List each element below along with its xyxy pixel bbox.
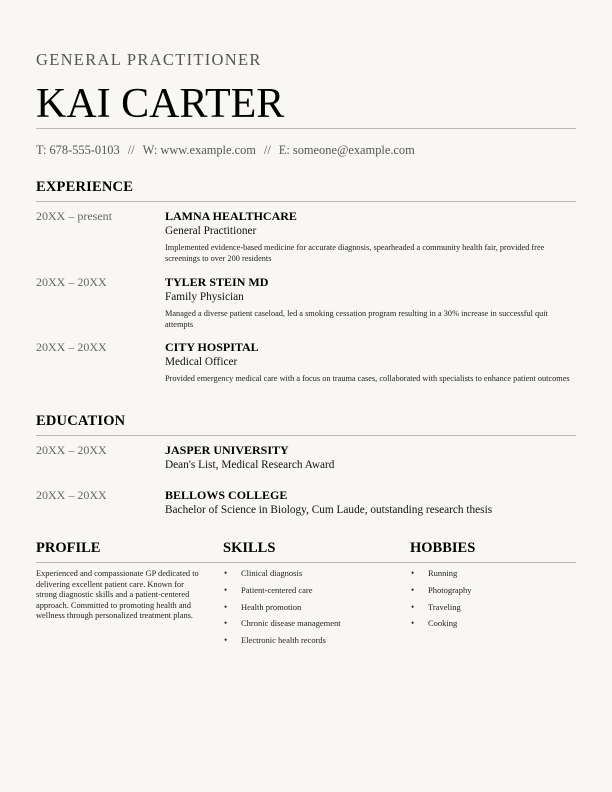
hobbies-heading: HOBBIES: [410, 540, 476, 556]
entry-dates: 20XX – 20XX: [36, 443, 107, 457]
experience-divider: [36, 201, 576, 202]
entry-description: Implemented evidence-based medicine for accurate diagnosis, spearheaded a community health fair, provided free screenings to over 200 residents: [165, 243, 545, 263]
entry-dates: 20XX – present: [36, 209, 112, 223]
entry-role: Bachelor of Science in Biology, Cum Laude, outstanding research thesis: [165, 504, 493, 516]
list-item: • Cooking: [410, 618, 576, 635]
skills-section: [223, 540, 389, 652]
list-item: • Chronic disease management: [223, 618, 389, 635]
list-item: • Clinical diagnosis: [223, 568, 389, 585]
entry-organization: TYLER STEIN MD: [165, 275, 269, 289]
entry-organization: BELLOWS COLLEGE: [165, 488, 288, 502]
entry-description: Managed a diverse patient caseload, led a smoking cessation program resulting in a 30% increase in successful quit attempts: [165, 309, 548, 329]
contact-separator: //: [263, 143, 271, 157]
list-item: • Health promotion: [223, 602, 389, 619]
list-item: • Electronic health records: [223, 635, 389, 652]
candidate-name: KAI CARTER: [36, 81, 285, 127]
header-divider: [36, 128, 576, 129]
entry-description: Provided emergency medical care with a focus on trauma cases, collaborated with specialists to enhance patient outcomes: [165, 374, 570, 383]
list-item: • Patient-centered care: [223, 585, 389, 602]
entry-role: Family Physician: [165, 291, 244, 303]
list-item: • Photography: [410, 585, 576, 602]
profile-heading: PROFILE: [36, 540, 101, 556]
entry-dates: 20XX – 20XX: [36, 340, 107, 354]
entry-role: Dean's List, Medical Research Award: [165, 459, 335, 471]
contact-line: [36, 143, 415, 158]
profile-text: Experienced and compassionate GP dedicated to delivering excellent patient care. Known for strong diagnostic skills and a patient-centered approach. Committed to promoting health and wellness through personalized treatment plans.: [36, 569, 199, 621]
entry-role: Medical Officer: [165, 356, 238, 368]
education-divider: [36, 435, 576, 436]
contact-phone: T: 678-555-0103: [36, 143, 120, 157]
entry-organization: CITY HOSPITAL: [165, 340, 259, 354]
entry-dates: 20XX – 20XX: [36, 488, 107, 502]
job-title: GENERAL PRACTITIONER: [36, 50, 262, 69]
skills-list: [223, 568, 389, 652]
list-item: • Traveling: [410, 602, 576, 619]
profile-section: [36, 540, 202, 622]
education-heading: EDUCATION: [36, 413, 126, 429]
entry-dates: 20XX – 20XX: [36, 275, 107, 289]
entry-role: General Practitioner: [165, 225, 257, 237]
contact-separator: //: [127, 143, 135, 157]
entry-organization: JASPER UNIVERSITY: [165, 443, 289, 457]
entry-organization: LAMNA HEALTHCARE: [165, 209, 297, 223]
hobbies-section: [410, 540, 576, 635]
experience-heading: EXPERIENCE: [36, 179, 134, 195]
skills-heading: SKILLS: [223, 540, 276, 556]
contact-email: E: someone@example.com: [278, 143, 415, 157]
list-item: • Running: [410, 568, 576, 585]
contact-web: W: www.example.com: [142, 143, 256, 157]
hobbies-list: [410, 568, 576, 635]
